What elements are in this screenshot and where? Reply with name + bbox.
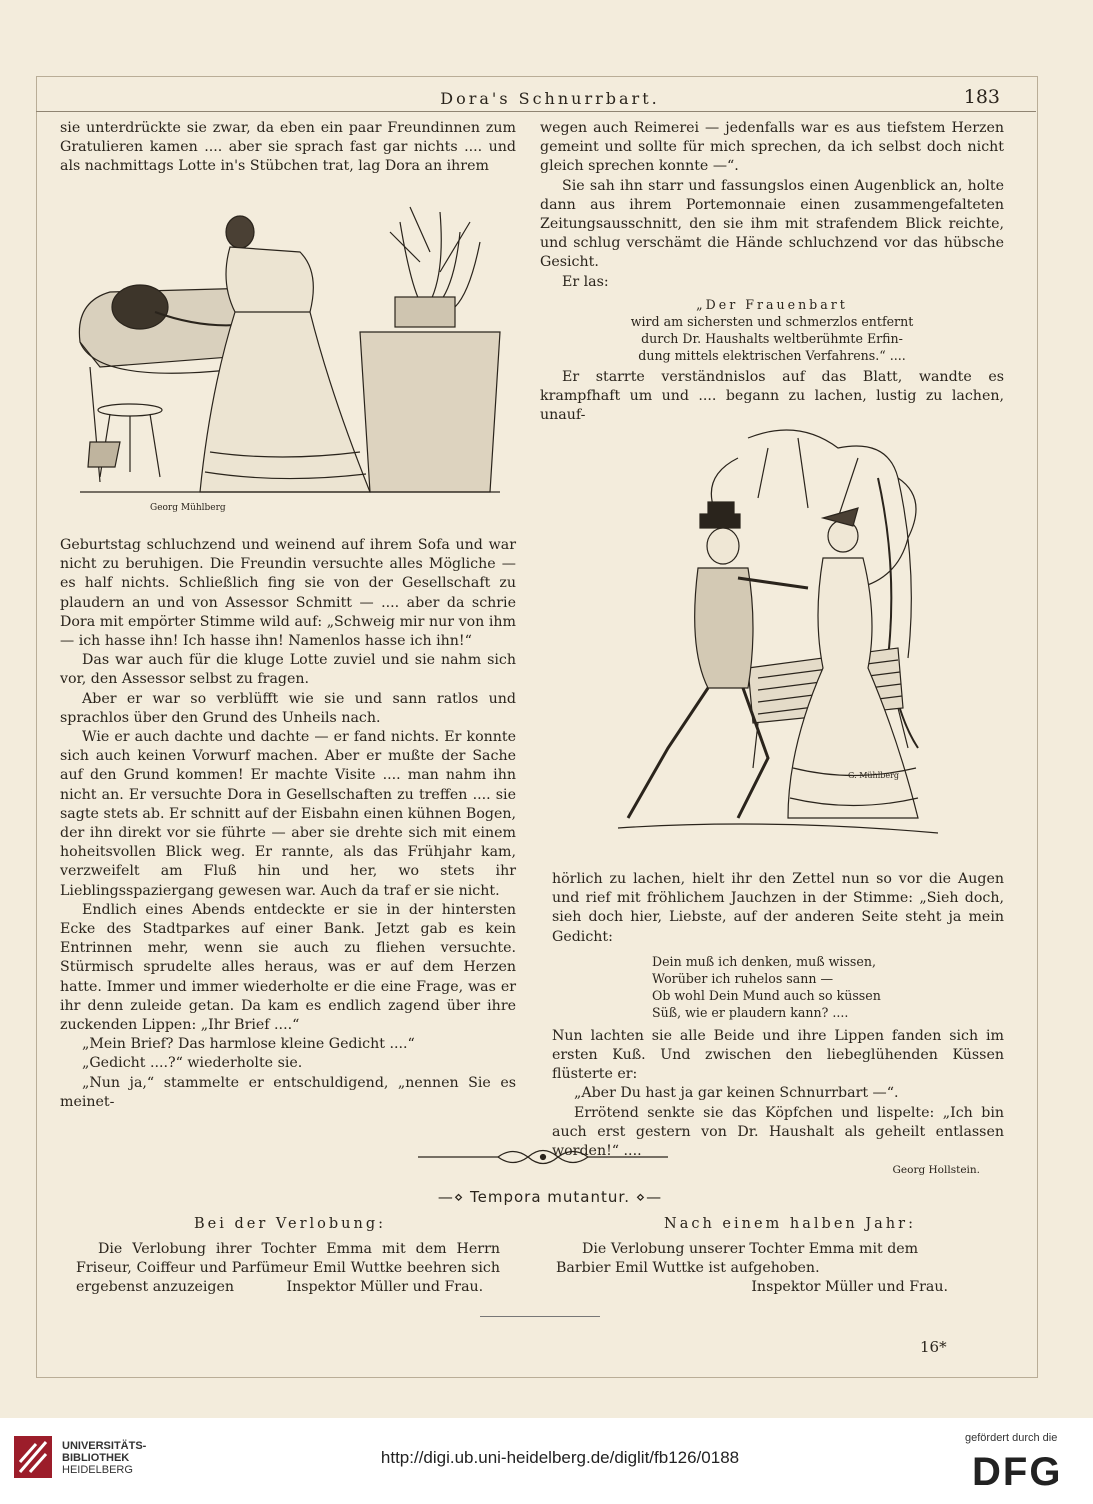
ornament-icon [418, 1146, 668, 1168]
right-paragraph-4: Er starrte verständnislos auf das Blatt, wandte es krampfhaft um und .... begann zu lachen, lustig zu lachen, unauf- [540, 368, 1004, 424]
section-title-text: Tempora mutantur. [470, 1188, 630, 1206]
left-paragraph-2: Das war auch für die kluge Lotte zuviel und sie nahm sich vor, den Assessor selbst zu fragen. [60, 652, 516, 688]
bottom-rule [480, 1316, 600, 1317]
dfg-logo[interactable]: DFG [972, 1450, 1063, 1494]
poem-line-3: Ob wohl Dein Mund auch so küssen [652, 987, 881, 1003]
illustration-sofa-signature: Georg Mühlberg [150, 503, 226, 513]
title-ornament-right: ⋄— [629, 1188, 663, 1206]
engagement-signature: Inspektor Müller und Frau. [286, 1279, 484, 1295]
cancellation-text: Die Verlobung unserer Tochter Emma mit dem Barbier Emil Wuttke ist aufgehoben. [556, 1241, 919, 1276]
clipping-title: „Der Frauenbart [696, 296, 848, 312]
illustration-sofa-drawing [60, 192, 516, 522]
university-name-line-3: HEIDELBERG [62, 1464, 133, 1476]
cancellation-announcement [556, 1240, 976, 1297]
illustration-park-bench-drawing [598, 418, 946, 848]
right-column-bottom [552, 870, 1004, 1180]
clipping-line-1: wird am sichersten und schmerzlos entfernt [630, 313, 914, 329]
clipping-line-2: durch Dr. Haushalts weltberühmte Erfin- [641, 330, 903, 346]
right-paragraph-1: wegen auch Reimerei — jedenfalls war es aus tiefstem Herzen gemeint und sollte für mich sprechen, da ich selbst doch nicht gleich sprechen konnte —“. [540, 120, 1004, 175]
left-paragraph-4: Wie er auch dachte und dachte — er fand nichts. Er konnte sich auch keinen Vorwurf machen. Aber er mußte der Sache auf den Grund kommen! Er machte Visite .... man nahm ihn nicht an. Er versuchte Dora in Gesellschaften zu treffen .... sie sagte stets ab. Er schnitt auf der Eisbahn einen kühnen Bogen, der ihn direkt vor sie führte — aber sie drehte sich mit einem hoheitsvollen Blick weg. Er rannte, als das Frühjahr kam, verzweifelt am Fluß hin und her, wo stets ihr Lieblingsspaziergang gewesen war. Auch da traf er sie nicht. [60, 729, 516, 899]
right-paragraph-8: Errötend senkte sie das Köpfchen und lispelte: „Ich bin auch erst gestern von Dr. Haushalt als geheilt entlassen worden!“ .... [552, 1104, 1004, 1160]
university-logo[interactable] [12, 1434, 54, 1480]
university-name-line-2: BIBLIOTHEK [62, 1452, 130, 1464]
right-subheading: Nach einem halben Jahr: [664, 1216, 916, 1232]
left-paragraph-5: Endlich eines Abends entdeckte er sie in der hintersten Ecke des Stadtparkes auf einer Bank. Jetzt gab es kein Entrinnen mehr, wenn sie auch zu fliehen versuchte. Stürmisch sprudelte alles heraus, was er auf dem Herzen hatte. Immer und immer wiederholte er die eine Frage, was er ihr denn zuleide getan. Da kam es endlich zagend über ihre zuckenden Lippen: „Ihr Brief ....“ [60, 901, 516, 1034]
sheet-signature-mark: 16* [920, 1338, 947, 1356]
university-name[interactable] [62, 1440, 146, 1476]
funder-label: gefördert durch die [965, 1432, 1058, 1444]
left-subheading: Bei der Verlobung: [193, 1216, 387, 1232]
running-title: Dora's Schnurrbart. [440, 89, 660, 108]
page-number: 183 [963, 86, 1000, 108]
right-paragraph-2: Sie sah ihn starr und fassungslos einen Augenblick an, holte dann aus ihrem Portemonnaie einen zusammengefalteten Zeitungsausschnitt, den sie ihm mit strafendem Blick reichte, und schlug verschämt die Hände schluchzend vor das hübsche Gesicht. [540, 177, 1004, 271]
left-top-paragraph: sie unterdrückte sie zwar, da eben ein paar Freundinnen zum Gratulieren kamen .... aber sie sprach fast gar nichts .... und als nachmittags Lotte in's Stübchen trat, lag Dora an ihrem [60, 120, 516, 175]
decorative-divider [418, 1146, 668, 1168]
engagement-announcement [76, 1240, 500, 1297]
university-seal-icon [12, 1434, 54, 1480]
right-paragraph-6: Nun lachten sie alle Beide und ihre Lippen fanden sich im ersten Kuß. Und zwischen den liebeglühenden Küssen flüsterte er: [552, 1027, 1004, 1083]
poem-line-2: Worüber ich ruhelos sann — [652, 970, 834, 986]
illustration-park-bench [598, 418, 946, 848]
newspaper-clipping [540, 296, 1004, 364]
cancellation-signature: Inspektor Müller und Frau. [751, 1279, 948, 1295]
left-paragraph-8: „Nun ja,“ stammelte er entschuldigend, „nennen Sie es meinet- [60, 1074, 516, 1110]
poem-line-1: Dein muß ich denken, muß wissen, [652, 953, 876, 969]
left-column-top [60, 119, 516, 177]
right-column-top [540, 119, 1004, 425]
engagement-text: Die Verlobung ihrer Tochter Emma mit dem Herrn Friseur, Coiffeur und Parfümeur Emil Wuttke beehren sich ergebenst anzuzeigen [76, 1241, 500, 1295]
illustration-park-signature: G. Mühlberg [848, 771, 900, 780]
author-signature: Georg Hollstein. [892, 1164, 980, 1177]
university-name-line-1: UNIVERSITÄTS- [62, 1440, 147, 1452]
right-paragraph-3: Er las: [562, 273, 609, 290]
header-rule [36, 111, 1036, 112]
poem-line-4: Süß, wie er plaudern kann? .... [652, 1004, 849, 1020]
poem [552, 953, 1004, 1021]
title-ornament-left: —⋄ [437, 1188, 471, 1206]
right-paragraph-7: „Aber Du hast ja gar keinen Schnurrbart —“. [574, 1085, 899, 1102]
left-column-main [60, 536, 516, 1112]
left-paragraph-1: Geburtstag schluchzend und weinend auf ihrem Sofa und war nicht zu beruhigen. Die Freundin versuchte alles Mögliche — es half nichts. Schließlich fing sie von der Gesellschaft zu plaudern an und von Assessor Schmitt — .... aber da schrie Dora mit empörter Stimme wild auf: „Schweig mir nur von ihm — ich hasse ihn! Ich hasse ihn! Namenlos hasse ich ihn!“ [60, 537, 516, 650]
permalink-url[interactable]: http://digi.ub.uni-heidelberg.de/diglit/fb126/0188 [380, 1448, 740, 1467]
right-paragraph-5: hörlich zu lachen, hielt ihr den Zettel nun so vor die Augen und rief mit fröhlichem Jauchzen in der Stimme: „Sieh doch, sieh doch hier, Liebste, auf der anderen Seite steht ja mein Gedicht: [552, 871, 1004, 945]
clipping-line-3: dung mittels elektrischen Verfahrens.“ .... [638, 347, 906, 363]
section-title [400, 1188, 700, 1206]
illustration-sofa [60, 192, 516, 522]
left-paragraph-3: Aber er war so verblüfft wie sie und sann ratlos und sprachlos über den Grund des Unheils nach. [60, 690, 516, 726]
left-paragraph-7: „Gedicht ....?“ wiederholte sie. [82, 1055, 303, 1072]
left-paragraph-6: „Mein Brief? Das harmlose kleine Gedicht ....“ [82, 1036, 415, 1053]
